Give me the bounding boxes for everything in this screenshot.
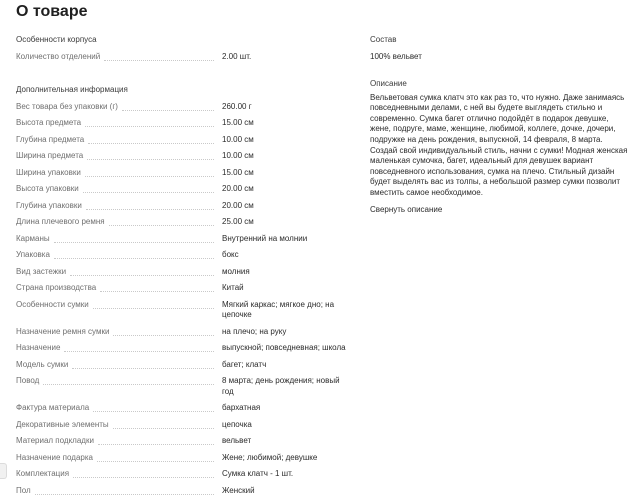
characteristic-value: бархатная <box>222 403 350 414</box>
characteristic-label: Высота упаковки <box>16 184 79 195</box>
characteristic-value: багет; клатч <box>222 360 350 371</box>
collapse-tab-icon[interactable] <box>0 463 7 479</box>
characteristic-value: 8 марта; день рождения; новый год <box>222 376 350 397</box>
characteristic-row <box>16 267 354 278</box>
dotted-leader <box>83 192 214 193</box>
characteristic-row <box>16 343 354 354</box>
characteristic-label-wrap <box>16 234 222 245</box>
dotted-leader <box>54 242 214 243</box>
dotted-leader <box>70 275 214 276</box>
characteristic-label: Страна производства <box>16 283 96 294</box>
characteristic-label-wrap <box>16 403 222 414</box>
characteristic-value: цепочка <box>222 420 350 431</box>
characteristic-label-wrap <box>16 376 222 387</box>
characteristic-label-wrap <box>16 118 222 129</box>
characteristic-label-wrap <box>16 151 222 162</box>
characteristic-row <box>16 283 354 294</box>
characteristic-row <box>16 151 354 162</box>
characteristic-row <box>16 376 354 397</box>
characteristic-label-wrap <box>16 168 222 179</box>
characteristic-label: Пол <box>16 486 31 496</box>
characteristic-label: Назначение подарка <box>16 453 93 464</box>
characteristic-label-wrap <box>16 52 222 63</box>
characteristic-row <box>16 469 354 480</box>
characteristic-label-wrap <box>16 217 222 228</box>
characteristic-label: Карманы <box>16 234 50 245</box>
characteristic-row <box>16 300 354 321</box>
characteristic-label: Материал подкладки <box>16 436 94 447</box>
characteristic-label: Упаковка <box>16 250 50 261</box>
composition-value: 100% вельвет <box>370 52 628 63</box>
characteristic-row <box>16 453 354 464</box>
characteristic-value: 15.00 см <box>222 168 350 179</box>
dotted-leader <box>87 159 214 160</box>
description-text: Вельветовая сумка клатч это как раз то, что нужно. Даже занимаясь повседневными делами, с ней вы будете выглядеть стильно и современно. Сумка багет отлично подойдёт в подарок девушке, жене, подруге, маме, женщине, любимой, коллеге, дочке, дочери, подружке на день рождения, выпускной, 14 февраля, 8 марта. Создай свой индивидуальный стиль, начни с сумки! Модная женская маленькая сумочка, багет, идеальный для девушек вариант повседневного использования, сумка на плечо. Стильный дизайн будет выделять вас из толпы, а небольшой размер сумки позволит вместить самое необходимое. <box>370 93 628 199</box>
characteristic-value: молния <box>222 267 350 278</box>
characteristic-row <box>16 102 354 113</box>
characteristic-value: 2.00 шт. <box>222 52 350 63</box>
characteristic-value: Жене; любимой; девушке <box>222 453 350 464</box>
characteristics-list <box>16 102 354 496</box>
characteristic-label: Декоративные элементы <box>16 420 109 431</box>
characteristic-value: 20.00 см <box>222 184 350 195</box>
characteristic-value: 15.00 см <box>222 118 350 129</box>
collapse-description-link[interactable]: Свернуть описание <box>370 205 442 214</box>
characteristic-row <box>16 436 354 447</box>
characteristic-label: Модель сумки <box>16 360 68 371</box>
description-title: Описание <box>370 79 628 89</box>
characteristic-label-wrap <box>16 420 222 431</box>
characteristic-row <box>16 250 354 261</box>
dotted-leader <box>97 461 214 462</box>
dotted-leader <box>113 428 214 429</box>
section-body-features <box>16 35 354 63</box>
characteristic-value: Сумка клатч - 1 шт. <box>222 469 350 480</box>
characteristic-row <box>16 168 354 179</box>
characteristic-label: Длина плечевого ремня <box>16 217 105 228</box>
characteristic-label: Высота предмета <box>16 118 81 129</box>
dotted-leader <box>98 444 214 445</box>
characteristic-label: Назначение <box>16 343 60 354</box>
characteristic-label: Особенности сумки <box>16 300 89 311</box>
characteristic-label: Ширина упаковки <box>16 168 81 179</box>
characteristic-row <box>16 486 354 496</box>
characteristic-label-wrap <box>16 283 222 294</box>
characteristic-label: Глубина упаковки <box>16 201 82 212</box>
characteristic-label-wrap <box>16 135 222 146</box>
characteristic-label: Глубина предмета <box>16 135 84 146</box>
dotted-leader <box>93 411 214 412</box>
characteristic-value: бокс <box>222 250 350 261</box>
characteristic-label: Повод <box>16 376 39 387</box>
characteristic-label: Фактура материала <box>16 403 89 414</box>
dotted-leader <box>35 494 214 495</box>
dotted-leader <box>86 209 214 210</box>
characteristic-value: Мягкий каркас; мягкое дно; на цепочке <box>222 300 350 321</box>
characteristic-value: 10.00 см <box>222 135 350 146</box>
characteristic-value: выпускной; повседневная; школа <box>222 343 350 354</box>
characteristic-row <box>16 360 354 371</box>
characteristic-value: вельвет <box>222 436 350 447</box>
dotted-leader <box>104 60 214 61</box>
dotted-leader <box>100 291 214 292</box>
dotted-leader <box>54 258 214 259</box>
description-column <box>370 35 628 217</box>
composition-title: Состав <box>370 35 628 45</box>
characteristic-row <box>16 327 354 338</box>
characteristic-label: Назначение ремня сумки <box>16 327 109 338</box>
characteristic-value: Внутренний на молнии <box>222 234 350 245</box>
characteristic-label-wrap <box>16 453 222 464</box>
characteristic-row <box>16 52 354 63</box>
characteristic-row <box>16 184 354 195</box>
characteristic-value: 10.00 см <box>222 151 350 162</box>
characteristic-value: Женский <box>222 486 350 496</box>
characteristic-label-wrap <box>16 250 222 261</box>
characteristic-row <box>16 420 354 431</box>
characteristic-label-wrap <box>16 343 222 354</box>
characteristic-label-wrap <box>16 201 222 212</box>
characteristic-row <box>16 403 354 414</box>
characteristic-label-wrap <box>16 267 222 278</box>
section-title: Особенности корпуса <box>16 35 354 45</box>
characteristic-row <box>16 201 354 212</box>
characteristic-label-wrap <box>16 360 222 371</box>
characteristic-label: Комплектация <box>16 469 69 480</box>
characteristic-label-wrap <box>16 436 222 447</box>
characteristic-row <box>16 118 354 129</box>
characteristics-column <box>16 35 354 496</box>
characteristic-row <box>16 135 354 146</box>
dotted-leader <box>43 384 214 385</box>
characteristic-label: Количество отделений <box>16 52 100 63</box>
section-title: Дополнительная информация <box>16 85 354 95</box>
characteristics-list <box>16 52 354 63</box>
characteristic-value: на плечо; на руку <box>222 327 350 338</box>
section-additional-info <box>16 85 354 496</box>
characteristic-row <box>16 217 354 228</box>
dotted-leader <box>88 143 214 144</box>
dotted-leader <box>85 126 214 127</box>
characteristic-value: 260.00 г <box>222 102 350 113</box>
dotted-leader <box>85 176 214 177</box>
dotted-leader <box>64 351 214 352</box>
dotted-leader <box>113 335 214 336</box>
dotted-leader <box>122 110 214 111</box>
characteristic-label-wrap <box>16 300 222 311</box>
characteristic-value: Китай <box>222 283 350 294</box>
characteristic-label-wrap <box>16 486 222 496</box>
characteristic-label-wrap <box>16 102 222 113</box>
characteristic-value: 25.00 см <box>222 217 350 228</box>
characteristic-label-wrap <box>16 184 222 195</box>
characteristic-label-wrap <box>16 327 222 338</box>
dotted-leader <box>93 308 214 309</box>
characteristic-label: Ширина предмета <box>16 151 83 162</box>
dotted-leader <box>109 225 214 226</box>
characteristic-label-wrap <box>16 469 222 480</box>
characteristic-value: 20.00 см <box>222 201 350 212</box>
dotted-leader <box>73 477 214 478</box>
characteristic-row <box>16 234 354 245</box>
dotted-leader <box>72 368 214 369</box>
characteristic-label: Вес товара без упаковки (г) <box>16 102 118 113</box>
page-title: О товаре <box>16 2 87 22</box>
characteristic-label: Вид застежки <box>16 267 66 278</box>
